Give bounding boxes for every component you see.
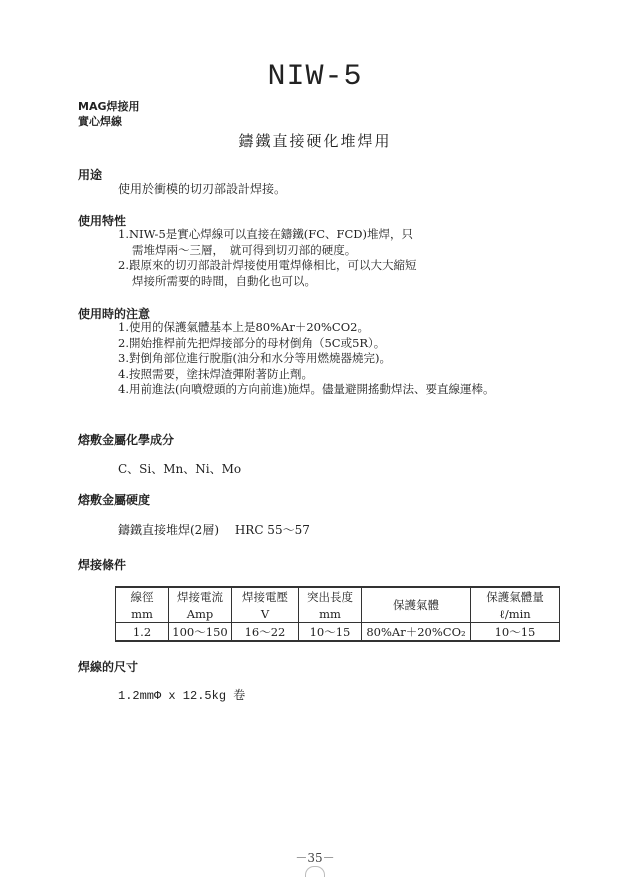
welding-conditions-table bbox=[115, 586, 560, 642]
table-header: 保護氣體量 bbox=[471, 587, 560, 605]
list-item: 4.用前進法(向噴燈頭的方向前進)施焊。儘量避開搖動焊法、要直線運棒。 bbox=[118, 382, 495, 396]
process-label: MAG焊接用 bbox=[78, 100, 140, 113]
table-unit: V bbox=[232, 605, 299, 623]
list-item: 2.開始推桿前先把焊接部分的母材倒角（5C或5R）。 bbox=[118, 335, 386, 350]
features-heading: 使用特性 bbox=[78, 214, 127, 228]
product-headline: 鑄鐵直接硬化堆焊用 bbox=[238, 132, 392, 150]
table-header: 線徑 bbox=[116, 587, 169, 605]
table-unit: mm bbox=[299, 605, 362, 623]
table-cell: 16～22 bbox=[232, 623, 299, 642]
table-header: 焊接電流 bbox=[169, 587, 232, 605]
size-text: 1.2mmΦ x 12.5kg 卷 bbox=[118, 689, 246, 703]
size-heading: 焊線的尺寸 bbox=[78, 660, 139, 674]
table-cell: 1.2 bbox=[116, 623, 169, 642]
table-header: 保護氣體 bbox=[362, 587, 471, 623]
hardness-text: 鑄鐵直接堆焊(2層) HRC 55～57 bbox=[118, 523, 310, 537]
footer-emblem-icon bbox=[305, 866, 325, 877]
table-row bbox=[116, 623, 560, 642]
conditions-heading: 焊接條件 bbox=[78, 558, 127, 572]
table-cell: 10～15 bbox=[299, 623, 362, 642]
list-item: 1.NIW-5是實心焊線可以直接在鑄鐵(FC、FCD)堆焊，只需堆焊兩～三層， 就可得到切刃部的硬度。 bbox=[118, 227, 414, 257]
table-unit: ℓ/min bbox=[471, 605, 560, 623]
chemistry-heading: 熔敷金屬化學成分 bbox=[78, 433, 175, 447]
hardness-heading: 熔敷金屬硬度 bbox=[78, 493, 151, 507]
list-item: 3.對倒角部位進行脫脂(油分和水分等用燃燒器燒完)。 bbox=[118, 351, 391, 365]
notes-heading: 使用時的注意 bbox=[78, 307, 151, 321]
table-header: 突出長度 bbox=[299, 587, 362, 605]
table-unit: Amp bbox=[169, 605, 232, 623]
list-item: 2.跟原來的切刃部設計焊接使用電焊條相比，可以大大縮短焊接所需要的時間，自動化也可以。 bbox=[118, 258, 417, 288]
page-number: －35－ bbox=[295, 851, 335, 865]
table-cell: 100～150 bbox=[169, 623, 232, 642]
product-type-label: 實心焊線 bbox=[78, 115, 122, 128]
list-item: 4.按照需要，塗抹焊渣彈附著防止劑。 bbox=[118, 366, 313, 381]
notes-list bbox=[118, 320, 498, 398]
table-cell: 10～15 bbox=[471, 623, 560, 642]
table-cell: 80%Ar＋20%CO₂ bbox=[362, 623, 471, 642]
table-unit: mm bbox=[116, 605, 169, 623]
page-title: NIW-5 bbox=[267, 60, 363, 94]
usage-text: 使用於衝模的切刃部設計焊接。 bbox=[118, 182, 287, 196]
table-header: 焊接電壓 bbox=[232, 587, 299, 605]
list-item: 1.使用的保護氣體基本上是80%Ar＋20%CO2。 bbox=[118, 320, 369, 334]
features-list bbox=[118, 227, 418, 289]
chemistry-text: C、Si、Mn、Ni、Mo bbox=[118, 462, 242, 476]
usage-heading: 用途 bbox=[78, 168, 103, 182]
